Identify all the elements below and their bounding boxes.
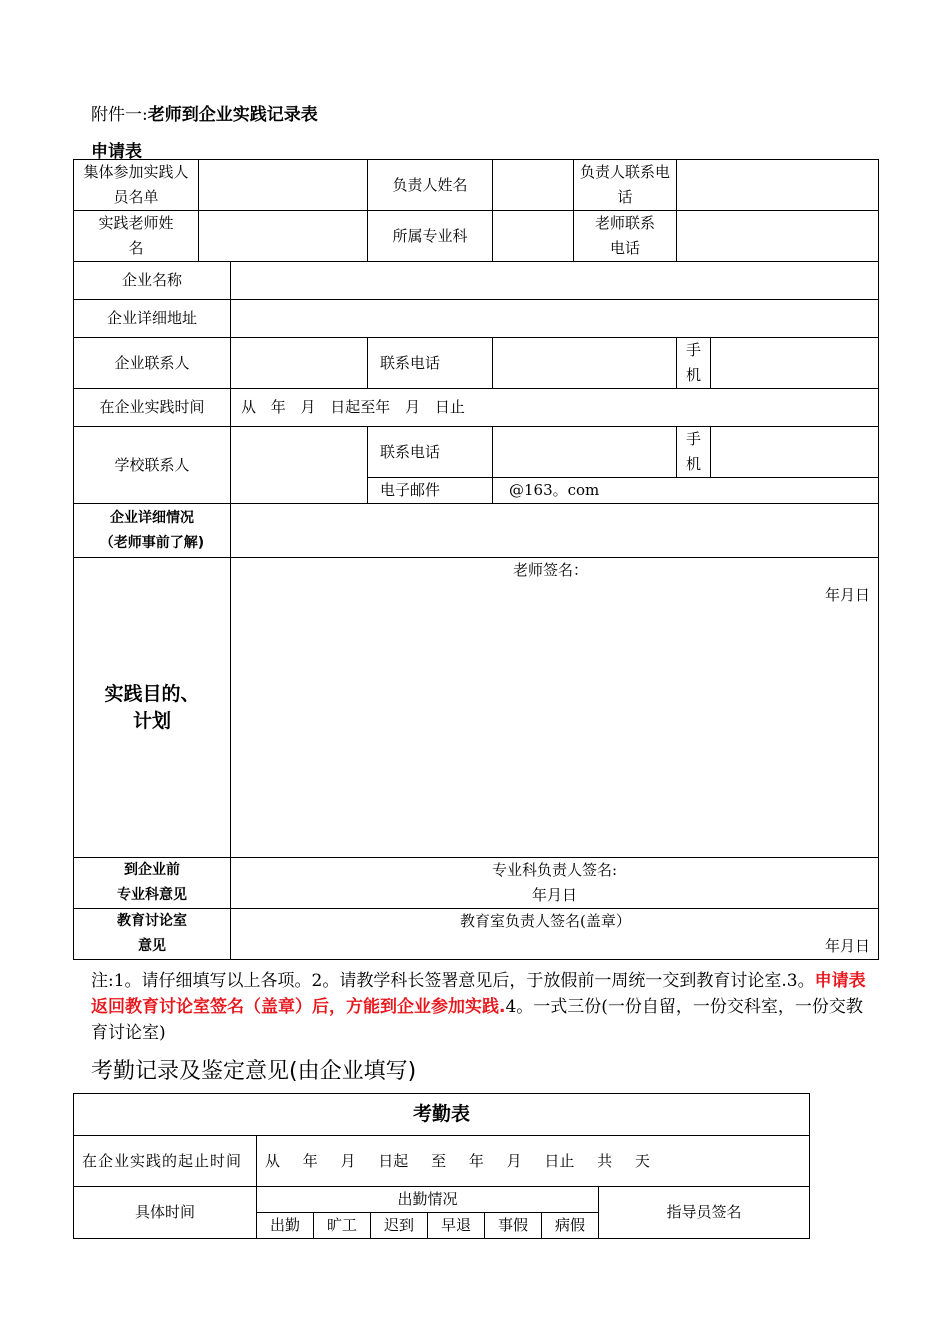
note-highlight: 申请表返回教育讨论室签名（盖章）后，方能到企业参加实践.	[91, 971, 866, 1017]
contact-phone-label: 联系电话	[368, 338, 493, 389]
teacher-name-field[interactable]	[199, 211, 368, 262]
col-present: 出勤	[257, 1213, 314, 1239]
school-phone-field[interactable]	[493, 427, 677, 478]
dept-opinion-field[interactable]	[231, 858, 879, 909]
school-contact-field[interactable]	[231, 427, 368, 504]
mobile-field[interactable]	[711, 338, 879, 389]
company-details-title: 企业详细情况	[110, 509, 194, 526]
period-label: 在企业实践时间	[74, 389, 231, 427]
purpose-field[interactable]	[231, 558, 879, 858]
department-label: 所属专业科	[368, 211, 493, 262]
group-members-field[interactable]	[199, 160, 368, 211]
office-opinion-field[interactable]	[231, 909, 879, 960]
period-field[interactable]: 从 年 月 日起至年 月 日止	[231, 389, 879, 427]
col-early-leave: 早退	[428, 1213, 485, 1239]
note-part1: 注:1。请仔细填写以上各项。2。请教学科长签署意见后，于放假前一周统一交到教育讨论室.3。	[91, 971, 815, 991]
company-contact-field[interactable]	[231, 338, 368, 389]
dept-date: 年月日	[531, 886, 577, 904]
company-details-label	[74, 504, 231, 558]
leader-phone-field[interactable]	[677, 160, 879, 211]
company-contact-label: 企业联系人	[74, 338, 231, 389]
contact-phone-field[interactable]	[493, 338, 677, 389]
supervisor-signature-label: 指导员签名	[599, 1187, 810, 1239]
purpose-date: 年月日	[824, 586, 870, 604]
teacher-name-label: 实践老师姓名	[74, 211, 199, 262]
title-prefix: 附件一:	[91, 105, 148, 125]
attendance-section-title: 考勤记录及鉴定意见(由企业填写)	[91, 1059, 417, 1084]
school-mobile-label: 手机	[677, 427, 711, 478]
attendance-table	[73, 1093, 810, 1239]
office-opinion-label	[74, 909, 231, 960]
attendance-period-field[interactable]: 从 年 月 日起 至 年 月 日止 共 天	[257, 1136, 810, 1187]
mobile-label: 手机	[677, 338, 711, 389]
application-subtitle: 申请表	[91, 142, 142, 162]
document-title	[91, 100, 318, 125]
title-text: 老师到企业实践记录表	[147, 105, 318, 125]
col-personal-leave: 事假	[485, 1213, 542, 1239]
note-part2: 4。一式三份(一份自留，一份交科室，一份交教育讨论室)	[91, 997, 863, 1043]
dept-signature: 专业科负责人签名:	[491, 861, 618, 879]
company-address-label: 企业详细地址	[74, 300, 231, 338]
dept-opinion-label-1: 到企业前	[124, 862, 180, 878]
email-field[interactable]: @163。com	[493, 478, 879, 504]
school-mobile-field[interactable]	[711, 427, 879, 478]
attendance-table-title: 考勤表	[74, 1094, 810, 1136]
office-opinion-label-1: 教育讨论室	[117, 913, 187, 929]
instructions-note	[91, 968, 866, 1046]
dept-opinion-label	[74, 858, 231, 909]
attendance-status-label: 出勤情况	[257, 1187, 599, 1213]
email-label: 电子邮件	[368, 478, 493, 504]
leader-name-field[interactable]	[493, 160, 574, 211]
department-field[interactable]	[493, 211, 574, 262]
office-opinion-label-2: 意见	[138, 938, 166, 954]
purpose-label: 实践目的、计划	[74, 558, 231, 858]
company-name-field[interactable]	[231, 262, 879, 300]
dept-opinion-label-2: 专业科意见	[117, 887, 187, 903]
company-address-field[interactable]	[231, 300, 879, 338]
col-sick-leave: 病假	[542, 1213, 599, 1239]
specific-time-label: 具体时间	[74, 1187, 257, 1239]
company-details-field[interactable]	[231, 504, 879, 558]
company-details-note: （老师事前了解)	[99, 534, 205, 551]
col-absent: 旷工	[314, 1213, 371, 1239]
teacher-signature: 老师签名：	[513, 561, 589, 579]
col-late: 迟到	[371, 1213, 428, 1239]
application-table	[73, 159, 879, 960]
leader-phone-label: 负责人联系电话	[574, 160, 677, 211]
teacher-phone-field[interactable]	[677, 211, 879, 262]
leader-name-label: 负责人姓名	[368, 160, 493, 211]
school-contact-label: 学校联系人	[74, 427, 231, 504]
group-members-label: 集体参加实践人员名单	[74, 160, 199, 211]
office-date: 年月日	[824, 937, 870, 955]
teacher-phone-label: 老师联系电话	[574, 211, 677, 262]
attendance-period-label: 在企业实践的起止时间	[74, 1136, 257, 1187]
company-name-label: 企业名称	[74, 262, 231, 300]
office-signature: 教育室负责人签名(盖章）	[460, 912, 631, 930]
school-phone-label: 联系电话	[368, 427, 493, 478]
